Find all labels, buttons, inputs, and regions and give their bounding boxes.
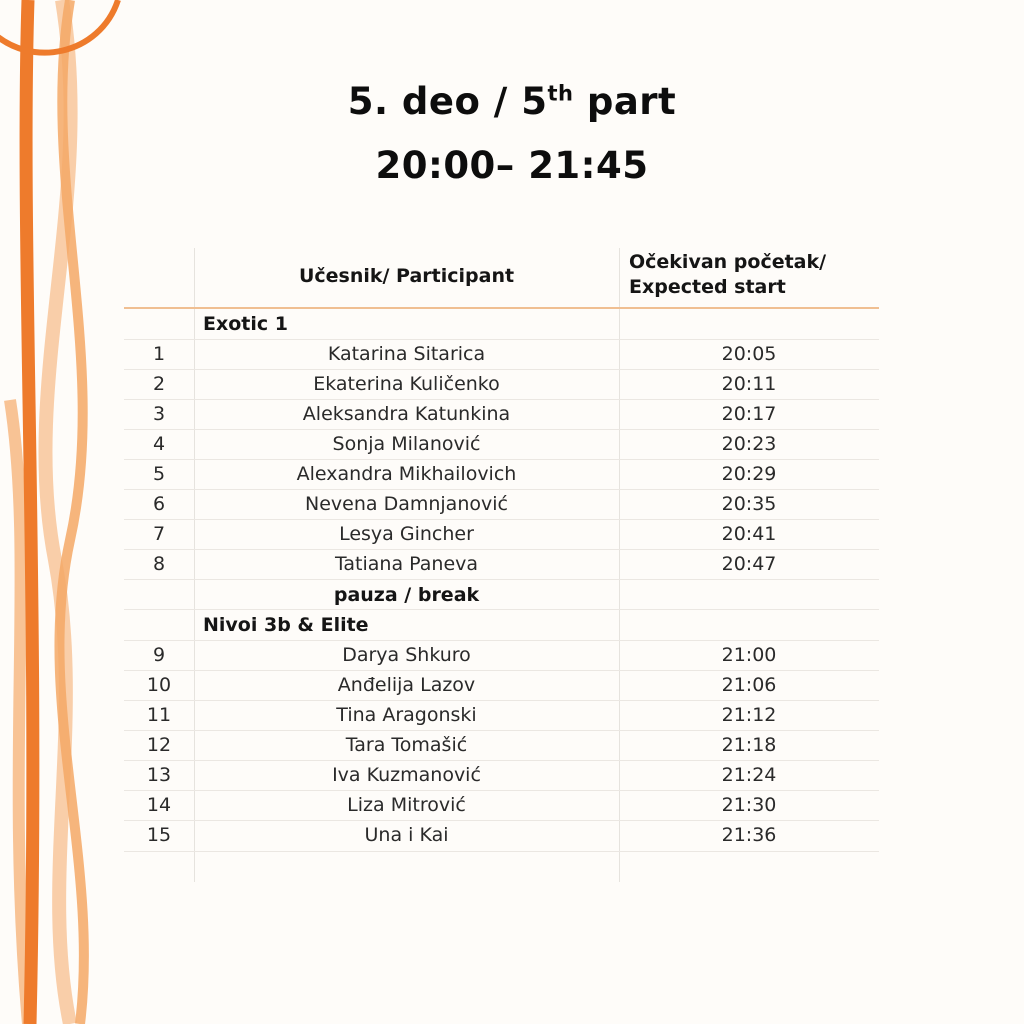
- cell-name: Nevena Damnjanović: [305, 493, 508, 515]
- cell-name: Liza Mitrović: [347, 794, 466, 816]
- table-row: [124, 400, 879, 430]
- cell-time: 20:29: [721, 463, 777, 485]
- cell-num: 3: [152, 403, 166, 425]
- cell-time: 21:24: [721, 764, 777, 786]
- cell-num: 13: [146, 764, 172, 786]
- table-row: [124, 370, 879, 400]
- cell-time: 21:36: [721, 824, 777, 846]
- cell-name: Anđelija Lazov: [337, 674, 476, 696]
- cell-name: Aleksandra Katunkina: [302, 403, 511, 425]
- table-row: [124, 340, 879, 370]
- table-row: [124, 460, 879, 490]
- cell-name: Ekaterina Kuličenko: [313, 373, 500, 395]
- cell-time: 21:30: [721, 794, 777, 816]
- cell-name: Una i Kai: [364, 824, 449, 846]
- cell-time: 20:47: [721, 553, 777, 575]
- cell-num: 7: [152, 523, 166, 545]
- cell-name: Alexandra Mikhailovich: [296, 463, 517, 485]
- table-row: [124, 701, 879, 731]
- cell-time: 21:00: [721, 644, 777, 666]
- cell-num: 8: [152, 553, 166, 575]
- cell-time: 20:35: [721, 493, 777, 515]
- cell-time: 20:11: [721, 373, 777, 395]
- cell-num: 12: [146, 734, 172, 756]
- table-row: [124, 761, 879, 791]
- cell-num: 4: [152, 433, 166, 455]
- table-row: [124, 731, 879, 761]
- cell-name: Tatiana Paneva: [334, 553, 479, 575]
- break-label: pauza / break: [333, 584, 480, 606]
- cell-name: Lesya Gincher: [339, 523, 474, 545]
- time-range: 20:00– 21:45: [375, 144, 649, 187]
- cell-num: 2: [152, 373, 166, 395]
- cell-num: 5: [152, 463, 166, 485]
- section-label: Nivoi 3b & Elite: [203, 614, 369, 636]
- table-row: [124, 430, 879, 460]
- table-row: [124, 641, 879, 671]
- page-title: 5. deo / 5th part: [347, 80, 677, 123]
- cell-name: Sonja Milanović: [332, 433, 481, 455]
- cell-num: 6: [152, 493, 166, 515]
- cell-time: 20:23: [721, 433, 777, 455]
- cell-name: Darya Shkuro: [342, 644, 471, 666]
- cell-time: 20:41: [721, 523, 777, 545]
- cell-time: 20:05: [721, 343, 777, 365]
- cell-num: 11: [146, 704, 172, 726]
- cell-num: 9: [152, 644, 166, 666]
- table-row: [124, 550, 879, 580]
- cell-name: Tara Tomašić: [345, 734, 468, 756]
- cell-num: 1: [152, 343, 166, 365]
- cell-time: 21:12: [721, 704, 777, 726]
- header-expected-start: Očekivan početak/ Expected start: [629, 251, 827, 298]
- cell-name: Iva Kuzmanović: [332, 764, 481, 786]
- cell-num: 10: [146, 674, 172, 696]
- cell-time: 21:18: [721, 734, 777, 756]
- row-divider: [124, 851, 879, 852]
- cell-num: 14: [146, 794, 172, 816]
- header-participant: Učesnik/ Participant: [298, 265, 515, 287]
- row-divider: [124, 609, 879, 610]
- header-rule: [124, 307, 879, 309]
- cell-num: 15: [146, 824, 172, 846]
- table-row: [124, 821, 879, 851]
- cell-name: Tina Aragonski: [336, 704, 477, 726]
- table-row: [124, 671, 879, 701]
- section-label: Exotic 1: [203, 313, 288, 335]
- table-row: [124, 791, 879, 821]
- table-row: [124, 490, 879, 520]
- cell-time: 21:06: [721, 674, 777, 696]
- table-row: [124, 520, 879, 550]
- cell-time: 20:17: [721, 403, 777, 425]
- cell-name: Katarina Sitarica: [327, 343, 486, 365]
